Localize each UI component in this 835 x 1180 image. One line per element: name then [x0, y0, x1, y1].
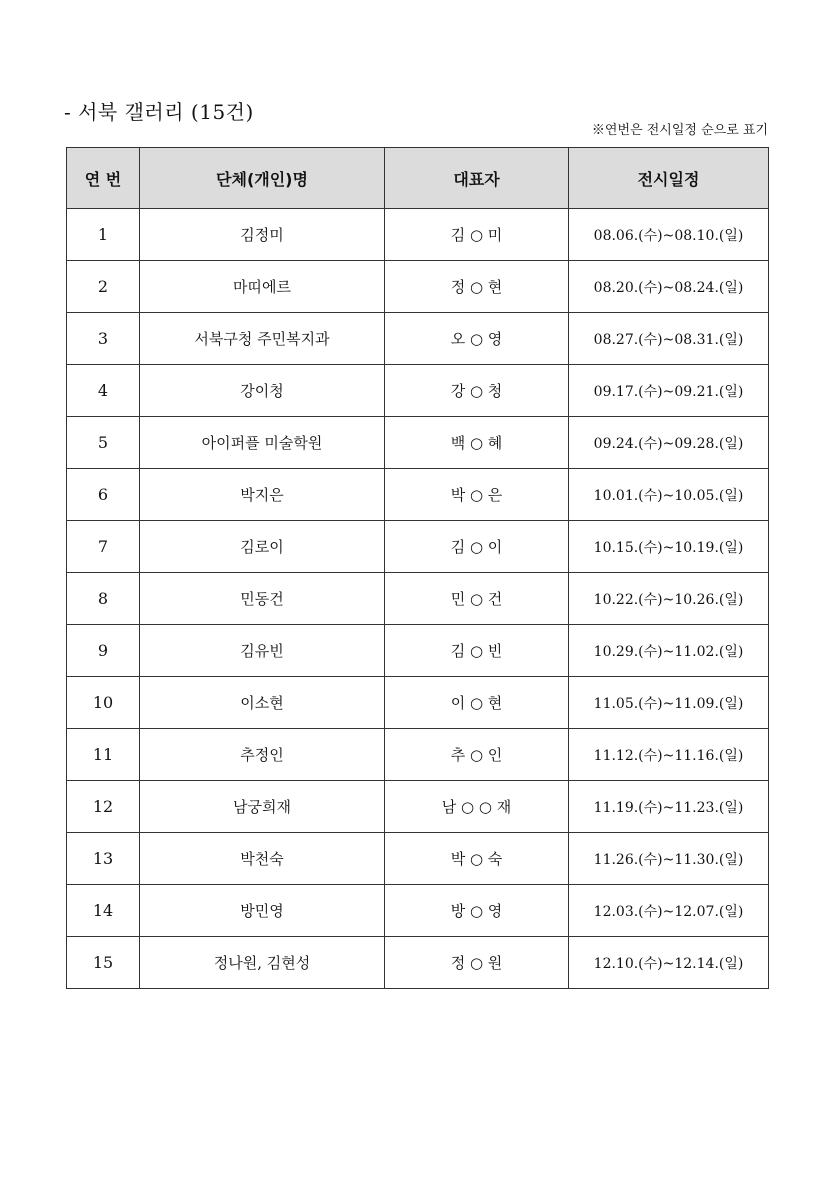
- table-row: [67, 833, 769, 885]
- row-number: 15: [67, 937, 140, 989]
- row-group-name: 박지은: [140, 469, 385, 521]
- row-exhibition-period: 10.01.(수)~10.05.(일): [569, 469, 769, 521]
- header-number: 연 번: [67, 148, 140, 209]
- table-row: [67, 729, 769, 781]
- row-group-name: 방민영: [140, 885, 385, 937]
- row-exhibition-period: 11.05.(수)~11.09.(일): [569, 677, 769, 729]
- row-representative: 박 ○ 숙: [385, 833, 569, 885]
- row-group-name: 민동건: [140, 573, 385, 625]
- row-group-name: 서북구청 주민복지과: [140, 313, 385, 365]
- row-group-name: 강이청: [140, 365, 385, 417]
- row-representative: 오 ○ 영: [385, 313, 569, 365]
- table-row: [67, 261, 769, 313]
- row-exhibition-period: 09.17.(수)~09.21.(일): [569, 365, 769, 417]
- row-number: 6: [67, 469, 140, 521]
- row-group-name: 아이퍼플 미술학원: [140, 417, 385, 469]
- row-exhibition-period: 08.06.(수)~08.10.(일): [569, 209, 769, 261]
- ordering-note: ※연번은 전시일정 순으로 표기: [591, 123, 768, 138]
- table-row: [67, 313, 769, 365]
- table-row: [67, 625, 769, 677]
- row-number: 2: [67, 261, 140, 313]
- row-group-name: 김로이: [140, 521, 385, 573]
- row-exhibition-period: 10.22.(수)~10.26.(일): [569, 573, 769, 625]
- row-exhibition-period: 10.15.(수)~10.19.(일): [569, 521, 769, 573]
- row-exhibition-period: 11.26.(수)~11.30.(일): [569, 833, 769, 885]
- row-exhibition-period: 11.19.(수)~11.23.(일): [569, 781, 769, 833]
- row-number: 1: [67, 209, 140, 261]
- row-group-name: 김정미: [140, 209, 385, 261]
- row-representative: 김 ○ 빈: [385, 625, 569, 677]
- row-group-name: 마띠에르: [140, 261, 385, 313]
- row-number: 5: [67, 417, 140, 469]
- row-number: 13: [67, 833, 140, 885]
- table-row: [67, 677, 769, 729]
- table-row: [67, 573, 769, 625]
- row-representative: 박 ○ 은: [385, 469, 569, 521]
- row-number: 8: [67, 573, 140, 625]
- page-title: - 서북 갤러리 (15건): [64, 100, 254, 124]
- row-number: 9: [67, 625, 140, 677]
- row-group-name: 박천숙: [140, 833, 385, 885]
- header-group-name: 단체(개인)명: [140, 148, 385, 209]
- table-row: [67, 521, 769, 573]
- row-representative: 김 ○ 이: [385, 521, 569, 573]
- row-representative: 방 ○ 영: [385, 885, 569, 937]
- row-exhibition-period: 10.29.(수)~11.02.(일): [569, 625, 769, 677]
- row-exhibition-period: 09.24.(수)~09.28.(일): [569, 417, 769, 469]
- row-number: 14: [67, 885, 140, 937]
- row-exhibition-period: 12.03.(수)~12.07.(일): [569, 885, 769, 937]
- row-group-name: 이소현: [140, 677, 385, 729]
- table-row: [67, 781, 769, 833]
- row-representative: 추 ○ 인: [385, 729, 569, 781]
- row-representative: 김 ○ 미: [385, 209, 569, 261]
- row-representative: 강 ○ 청: [385, 365, 569, 417]
- table-row: [67, 469, 769, 521]
- row-group-name: 김유빈: [140, 625, 385, 677]
- row-number: 4: [67, 365, 140, 417]
- table-row: [67, 365, 769, 417]
- row-representative: 정 ○ 현: [385, 261, 569, 313]
- row-number: 11: [67, 729, 140, 781]
- row-number: 3: [67, 313, 140, 365]
- exhibition-schedule-table: [66, 147, 769, 989]
- header-representative: 대표자: [385, 148, 569, 209]
- row-number: 7: [67, 521, 140, 573]
- row-exhibition-period: 11.12.(수)~11.16.(일): [569, 729, 769, 781]
- table-row: [67, 937, 769, 989]
- row-exhibition-period: 08.27.(수)~08.31.(일): [569, 313, 769, 365]
- row-representative: 정 ○ 원: [385, 937, 569, 989]
- row-group-name: 정나원, 김현성: [140, 937, 385, 989]
- row-group-name: 추정인: [140, 729, 385, 781]
- row-number: 10: [67, 677, 140, 729]
- row-representative: 민 ○ 건: [385, 573, 569, 625]
- header-exhibition-period: 전시일정: [569, 148, 769, 209]
- row-representative: 남 ○ ○ 재: [385, 781, 569, 833]
- row-representative: 이 ○ 현: [385, 677, 569, 729]
- table-header-row: [67, 148, 769, 209]
- table-row: [67, 885, 769, 937]
- table-row: [67, 209, 769, 261]
- row-representative: 백 ○ 혜: [385, 417, 569, 469]
- row-number: 12: [67, 781, 140, 833]
- row-exhibition-period: 08.20.(수)~08.24.(일): [569, 261, 769, 313]
- table-row: [67, 417, 769, 469]
- row-exhibition-period: 12.10.(수)~12.14.(일): [569, 937, 769, 989]
- row-group-name: 남궁희재: [140, 781, 385, 833]
